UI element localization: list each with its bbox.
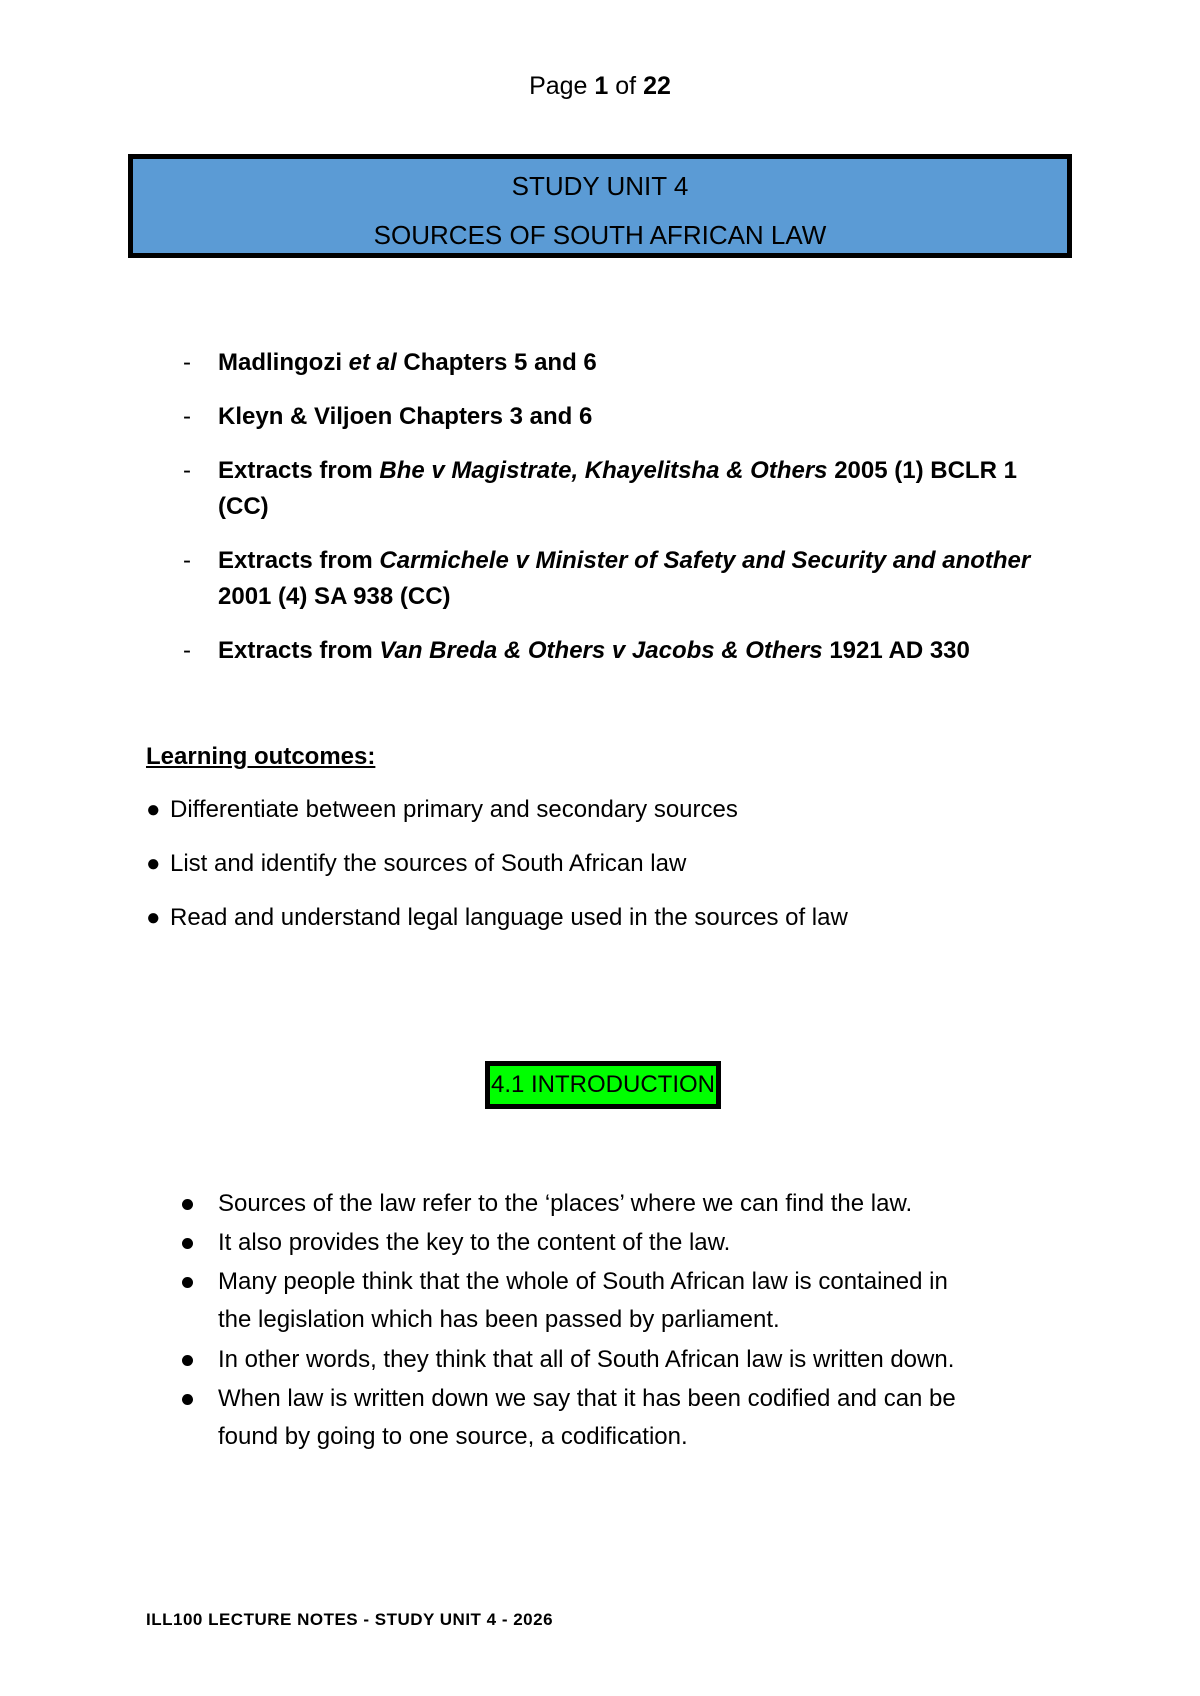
reading-item: - Kleyn & Viljoen Chapters 3 and 6 [218, 399, 1058, 435]
outcome-item: ● List and identify the sources of South African law [146, 846, 686, 882]
list-item: When law is written down we say that it has been codified and can be found by going to one source, a codification. [218, 1380, 1048, 1456]
bullet-dot-icon [182, 1355, 193, 1366]
list-item: Sources of the law refer to the ‘places’ where we can find the law. [218, 1185, 1048, 1223]
outcome-item: ● Differentiate between primary and secondary sources [146, 792, 738, 828]
page-total: 22 [643, 72, 671, 100]
page-number [0, 72, 1200, 101]
page-footer: ILL100 LECTURE NOTES - STUDY UNIT 4 - 2026 [146, 1610, 554, 1629]
section-heading-introduction: 4.1 INTRODUCTION [485, 1061, 721, 1109]
dash-bullet: - [183, 403, 191, 430]
bullet-dot-icon [182, 1199, 193, 1210]
bullet-icon: ● [146, 904, 161, 931]
study-unit-title: SOURCES OF SOUTH AFRICAN LAW [373, 220, 827, 250]
list-item: Many people think that the whole of South African law is contained in the legislation which has been passed by parliament. [218, 1263, 1048, 1339]
reading-item: - Extracts from Carmichele v Minister of Safety and Security and another 2001 (4) SA 938 (CC) [218, 543, 1058, 615]
dash-bullet: - [183, 349, 191, 376]
bullet-dot-icon [182, 1394, 193, 1405]
bullet-dot-icon [182, 1238, 193, 1249]
reading-item: - Madlingozi et al Chapters 5 and 6 [218, 345, 1058, 381]
reading-item: - Extracts from Van Breda & Others v Jacobs & Others 1921 AD 330 [218, 633, 1058, 669]
bullet-icon: ● [146, 850, 161, 877]
dash-bullet: - [183, 547, 191, 574]
outcome-item: ● Read and understand legal language used in the sources of law [146, 900, 848, 936]
list-item: It also provides the key to the content of the law. [218, 1224, 1048, 1262]
dash-bullet: - [183, 637, 191, 664]
study-unit-label: STUDY UNIT 4 [511, 171, 689, 201]
study-unit-title-box [128, 154, 1072, 258]
bullet-dot-icon [182, 1277, 193, 1288]
learning-outcomes-heading: Learning outcomes: [146, 743, 376, 770]
page-current: 1 [594, 72, 609, 100]
bullet-icon: ● [146, 796, 161, 823]
list-item: In other words, they think that all of South African law is written down. [218, 1341, 1048, 1379]
page-of: of [615, 72, 637, 100]
dash-bullet: - [183, 457, 191, 484]
reading-item: - Extracts from Bhe v Magistrate, Khayelitsha & Others 2005 (1) BCLR 1 (CC) [218, 453, 1058, 525]
page-prefix: Page [529, 72, 588, 100]
